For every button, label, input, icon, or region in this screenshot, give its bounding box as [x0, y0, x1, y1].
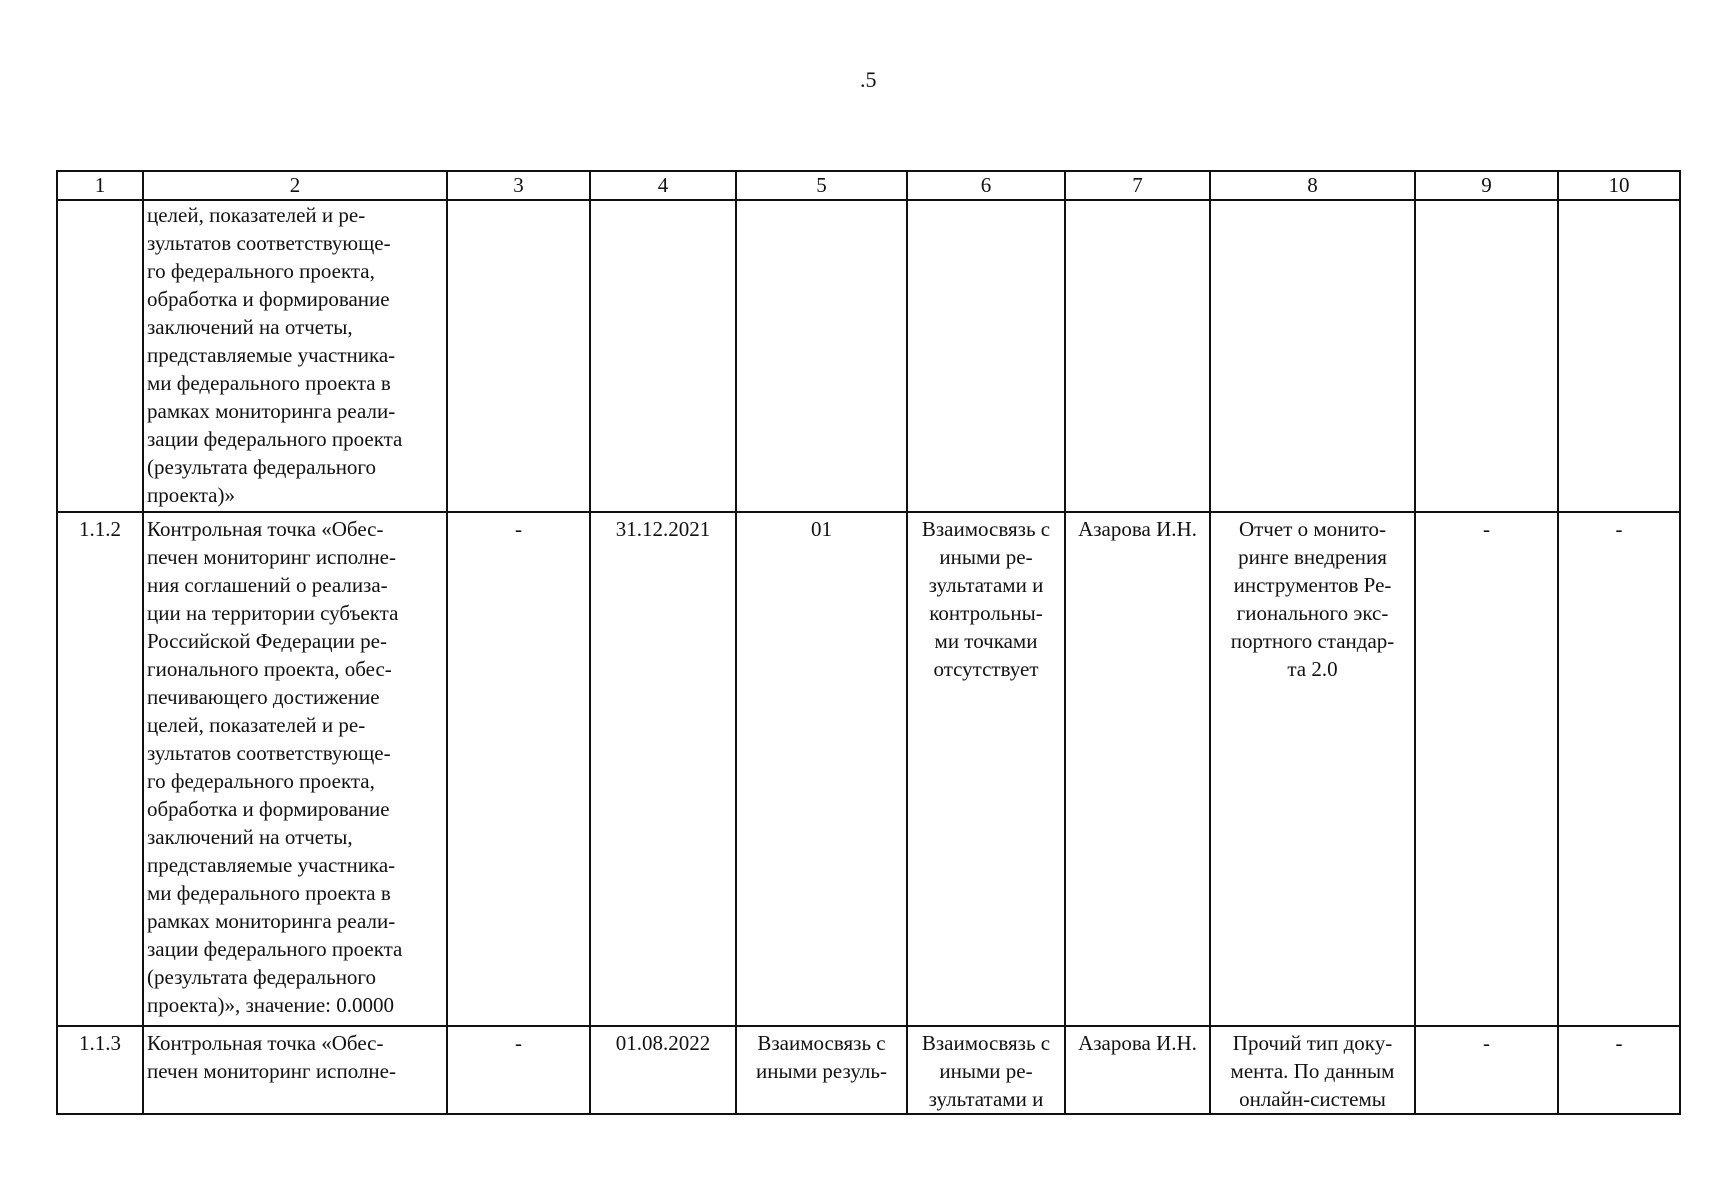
table-cell-col3: - [447, 512, 590, 1026]
table-cell-col5: 01 [736, 512, 907, 1026]
table-cell-date: 01.08.2022 [590, 1026, 736, 1114]
table-row [57, 1026, 1680, 1114]
table-cell-date [590, 200, 736, 512]
table-cell-col5: Взаимосвязь с иными резуль- [736, 1026, 907, 1114]
page-number: .5 [860, 67, 877, 92]
table-cell-description: Контрольная точка «Обес- печен мониторинг исполне- ния соглашений о реализа- ции на территории субъекта Российской Федерации ре- гионального проекта, обес- печивающего достижение целей, показателей и ре- зультатов соответствующе- го федерального проекта, обработка и формирование заключений на отчеты, представляемые участника- ми федерального проекта в рамках мониторинга реали- зации федерального проекта (результата федерального проекта)», значение: 0.0000 [143, 512, 447, 1026]
column-header-6: 6 [907, 171, 1065, 200]
table-cell-description: целей, показателей и ре- зультатов соответствующе- го федерального проекта, обработка и формирование заключений на отчеты, представляемые участника- ми федерального проекта в рамках мониторинга реали- зации федерального проекта (результата федерального проекта)» [143, 200, 447, 512]
table-cell-document: Отчет о монито- ринге внедрения инструментов Ре- гионального экс- портного стандар- та 2.0 [1210, 512, 1415, 1026]
table-cell-relation [907, 200, 1065, 512]
table-cell-responsible: Азарова И.Н. [1065, 1026, 1210, 1114]
column-header-3: 3 [447, 171, 590, 200]
table-cell-responsible: Азарова И.Н. [1065, 512, 1210, 1026]
column-header-5: 5 [736, 171, 907, 200]
table-cell-number: 1.1.2 [57, 512, 143, 1026]
table-cell-relation: Взаимосвязь с иными ре- зультатами и [907, 1026, 1065, 1114]
table-cell-responsible [1065, 200, 1210, 512]
table-cell-col9: - [1415, 1026, 1558, 1114]
table-cell-col5 [736, 200, 907, 512]
table-cell-number: 1.1.3 [57, 1026, 143, 1114]
table-row [57, 200, 1680, 512]
table-cell-col10: - [1558, 512, 1680, 1026]
document-table [56, 170, 1681, 1115]
column-header-2: 2 [143, 171, 447, 200]
table-cell-col9 [1415, 200, 1558, 512]
table-cell-date: 31.12.2021 [590, 512, 736, 1026]
column-header-4: 4 [590, 171, 736, 200]
table-cell-col10 [1558, 200, 1680, 512]
table-row [57, 512, 1680, 1026]
table-cell-document [1210, 200, 1415, 512]
table-cell-col10: - [1558, 1026, 1680, 1114]
column-header-10: 10 [1558, 171, 1680, 200]
header-row [57, 171, 1680, 200]
column-header-9: 9 [1415, 171, 1558, 200]
table-cell-col3 [447, 200, 590, 512]
column-header-7: 7 [1065, 171, 1210, 200]
column-header-1: 1 [57, 171, 143, 200]
column-header-8: 8 [1210, 171, 1415, 200]
table-cell-col9: - [1415, 512, 1558, 1026]
table-cell-description: Контрольная точка «Обес- печен мониторинг исполне- [143, 1026, 447, 1114]
table-cell-col3: - [447, 1026, 590, 1114]
table-cell-relation: Взаимосвязь с иными ре- зультатами и контрольны- ми точками отсутствует [907, 512, 1065, 1026]
table-cell-number [57, 200, 143, 512]
table-cell-document: Прочий тип доку- мента. По данным онлайн-системы [1210, 1026, 1415, 1114]
